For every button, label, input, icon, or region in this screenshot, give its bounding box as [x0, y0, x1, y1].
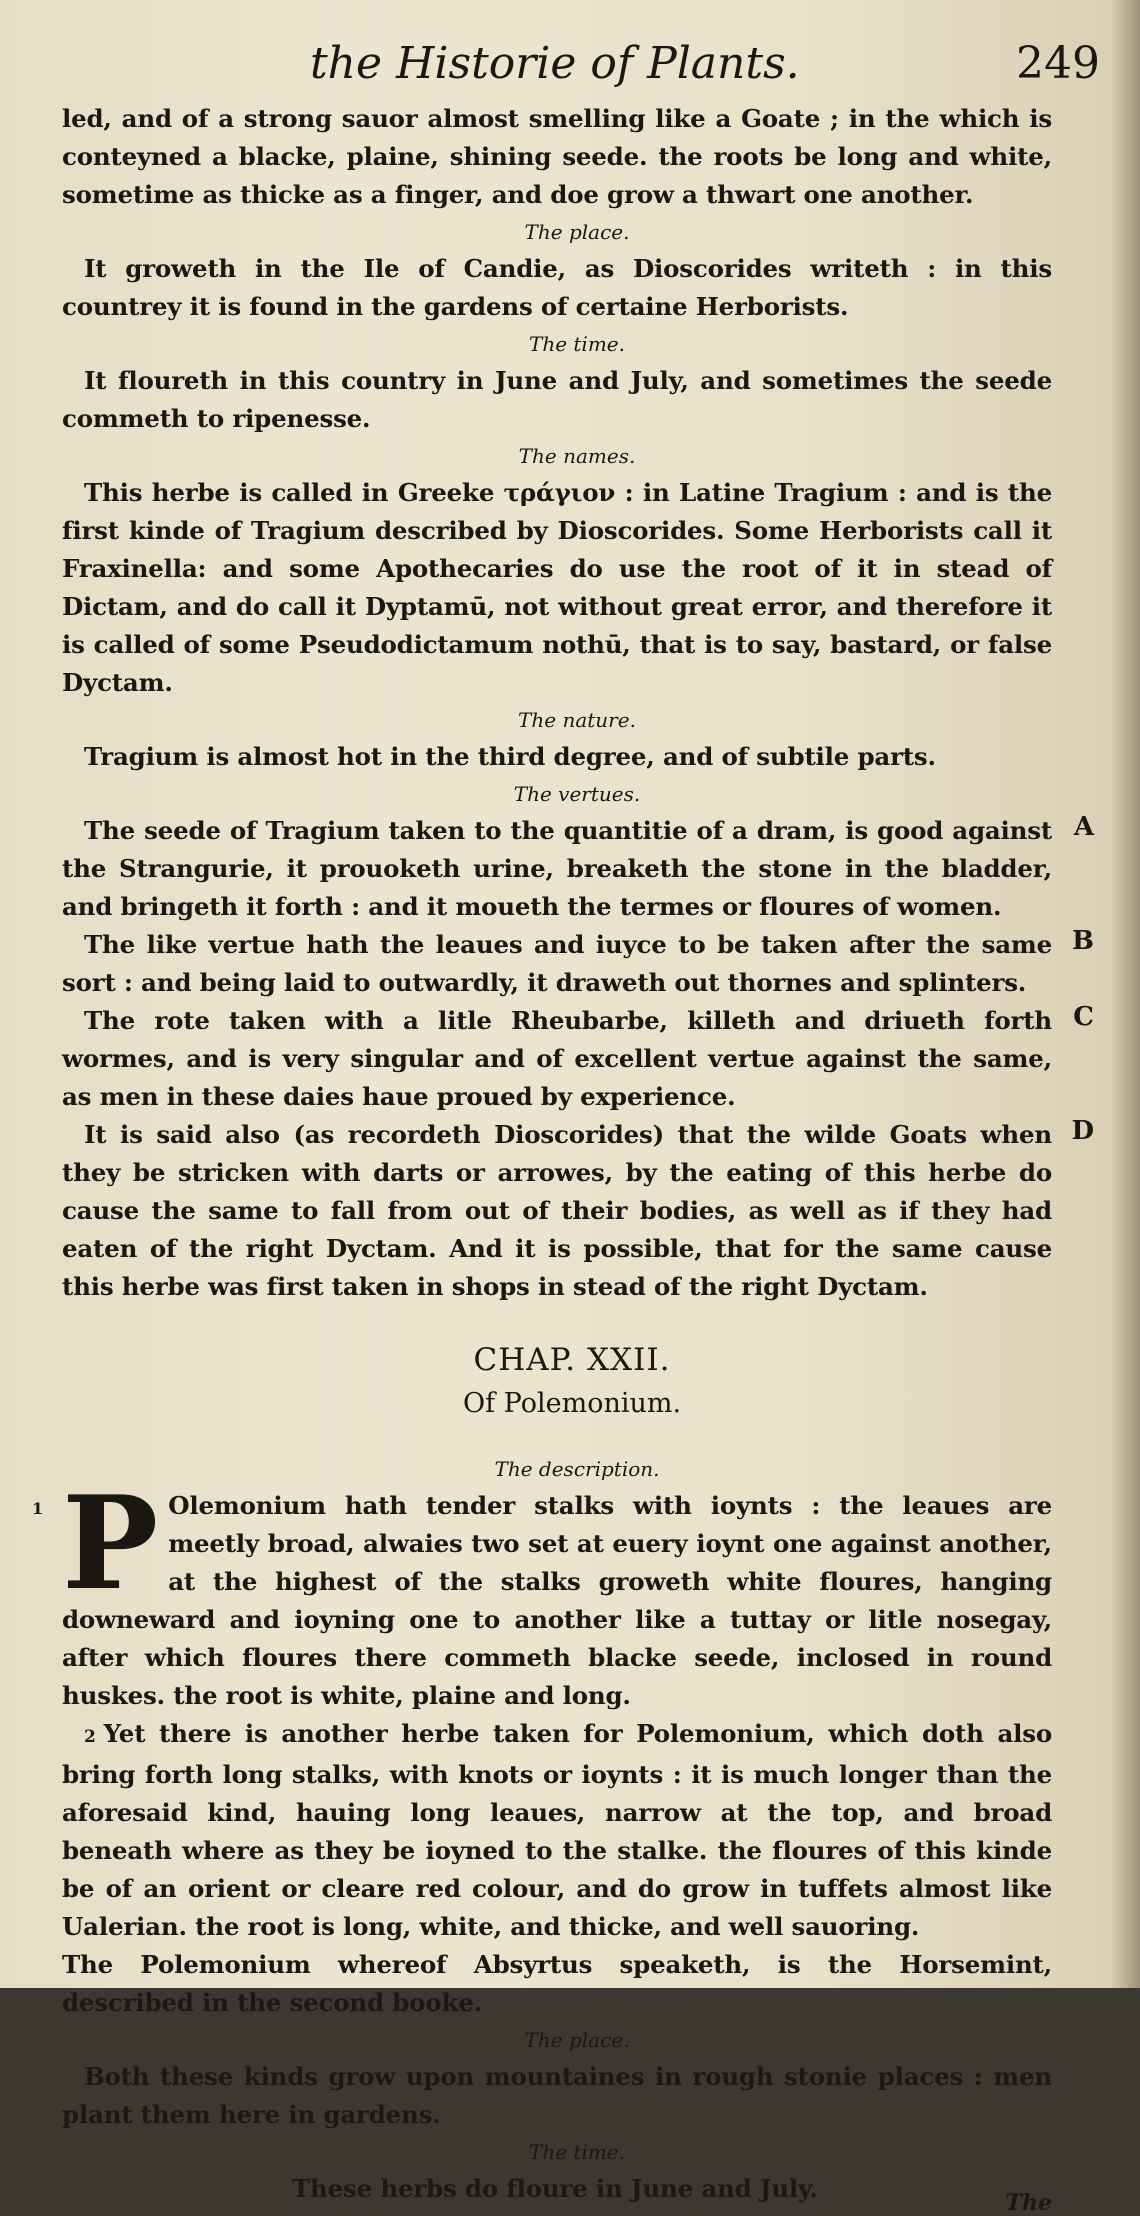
- time-paragraph-2: These herbs do floure in June and July.: [292, 2174, 818, 2203]
- running-title: the Historie of Plants.: [310, 38, 800, 89]
- section-heading-nature: The nature.: [518, 708, 636, 732]
- vertue-b-text: The like vertue hath the leaues and iuyce to be taken after the same sort : and being laid to outwardly, it draweth out thornes and splinters.: [62, 930, 1052, 997]
- page-header: [60, 38, 1100, 98]
- margin-letter-b: B: [1072, 926, 1094, 956]
- section-heading-time: The time.: [528, 332, 625, 356]
- continuation-paragraph: led, and of a strong sauor almost smelling like a Goate ; in the which is conteyned a blacke, plaine, shining seede. the roots be long and white, sometime as thicke as a finger, and doe grow a thwart one another.: [62, 104, 1052, 209]
- section-heading-time-2: The time.: [528, 2140, 625, 2164]
- vertue-a-text: The seede of Tragium taken to the quantitie of a dram, is good against the Strangurie, it prouoketh urine, breaketh the stone in the bladder, and bringeth it forth : and it moueth the termes or floures of women.: [62, 816, 1052, 921]
- item-number-1: 1: [32, 1499, 44, 1518]
- page-body: [32, 100, 1094, 2216]
- chapter-number: CHAP. XXII.: [473, 1342, 671, 1378]
- section-heading-vertues: The vertues.: [513, 782, 641, 806]
- section-heading-place-2: The place.: [524, 2028, 630, 2052]
- section-heading-names: The names.: [518, 444, 636, 468]
- names-paragraph: This herbe is called in Greeke τράγιον : in Latine Tragium : and is the first kinde of Tragium described by Dioscorides. Some Herborists call it Fraxinella: and some Apothecaries do use the root of it in stead of Dictam, and do call it Dyptamū, not without great error, and therefore it is called of some Pseudodictamum nothū, that is to say, bastard, or false Dyctam.: [62, 478, 1052, 697]
- description-item-2-text: Yet there is another herbe taken for Polemonium, which doth also bring forth long stalks, with knots or ioynts : it is much longer than the aforesaid kind, hauing long leaues, narrow at the top, and broad beneath where as they be ioyned to the stalke. the floures of this kinde be of an orient or cleare red colour, and do grow in tuffets almost like Ualerian. the root is long, white, and thicke, and well sauoring.: [62, 1719, 1052, 1941]
- drop-cap: P: [62, 1469, 159, 1619]
- chapter-title: Of Polemonium.: [462, 1388, 682, 1419]
- vertue-d-text: It is said also (as recordeth Dioscorides) that the wilde Goats when they be stricken with darts or arrowes, by the eating of this herbe do cause the same to fall from out of their bodies, as well as if they had eaten of the right Dyctam. And it is possible, that for the same cause this herbe was first taken in shops in stead of the right Dyctam.: [62, 1120, 1052, 1301]
- margin-letter-a: A: [1073, 812, 1094, 842]
- vertue-c-text: The rote taken with a litle Rheubarbe, killeth and driueth forth wormes, and is very singular and of excellent vertue against the same, as men in these daies haue proued by experience.: [62, 1006, 1052, 1111]
- vertue-b: [62, 926, 1094, 1002]
- catchword: The: [1005, 2190, 1052, 2216]
- absyrtus-paragraph: The Polemonium whereof Absyrtus speaketh, is the Horsemint, described in the second booke.: [62, 1950, 1052, 2017]
- description-item-2: [62, 1715, 1052, 1946]
- margin-letter-c: C: [1073, 1002, 1094, 1032]
- vertue-c: [62, 1002, 1094, 1116]
- place-paragraph: It groweth in the Ile of Candie, as Dioscorides writeth : in this countrey it is found in the gardens of certaine Herborists.: [62, 254, 1052, 321]
- item-number-2: 2: [84, 1727, 96, 1747]
- section-heading-place: The place.: [524, 220, 630, 244]
- section-heading-description: The description.: [494, 1457, 660, 1481]
- description-item-1-text: Olemonium hath tender stalks with ioynts : the leaues are meetly broad, alwaies two set at euery ioynt one against another, at the highest of the stalks groweth white floures, hanging downeward and ioyning one to another like a tuttay or litle nosegay, after which floures there commeth blacke seede, inclosed in round huskes. the root is white, plaine and long.: [62, 1491, 1052, 1710]
- vertue-a: [62, 812, 1094, 926]
- nature-paragraph: Tragium is almost hot in the third degree, and of subtile parts.: [84, 742, 936, 771]
- vertue-d: [62, 1116, 1094, 1306]
- place-paragraph-2: Both these kinds grow upon mountaines in rough stonie places : men plant them here in gardens.: [62, 2062, 1052, 2129]
- time-paragraph: It floureth in this country in June and July, and sometimes the seede commeth to ripenesse.: [62, 366, 1052, 433]
- margin-letter-d: D: [1071, 1116, 1094, 1146]
- page-number: 249: [1016, 38, 1100, 89]
